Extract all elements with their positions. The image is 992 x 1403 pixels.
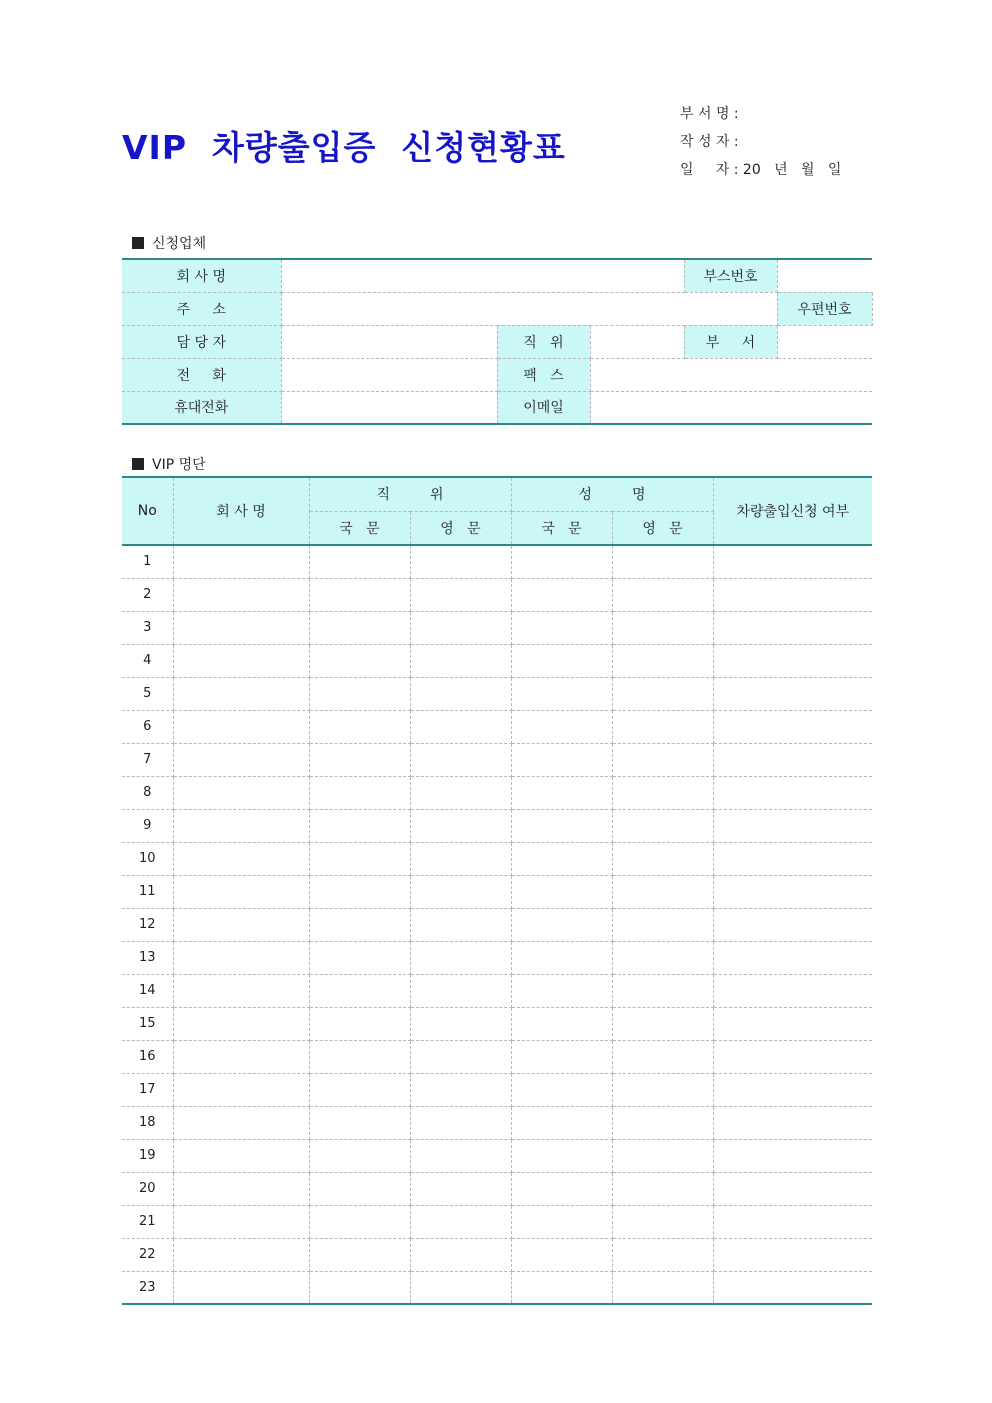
- company-cell[interactable]: [173, 1040, 309, 1073]
- table-row: [122, 776, 872, 809]
- position-english-cell[interactable]: [410, 941, 511, 974]
- name-english-cell[interactable]: [612, 1106, 713, 1139]
- company-cell[interactable]: [173, 974, 309, 1007]
- table-row: [122, 1007, 872, 1040]
- position-english-cell[interactable]: [410, 710, 511, 743]
- request-cell[interactable]: [713, 1007, 872, 1040]
- manager-input-cell[interactable]: [281, 325, 497, 358]
- row-number: 14: [122, 974, 173, 1007]
- position-english-cell[interactable]: [410, 743, 511, 776]
- name-korean-cell[interactable]: [511, 1139, 612, 1172]
- row-number: 13: [122, 941, 173, 974]
- company-cell[interactable]: [173, 1007, 309, 1040]
- request-cell[interactable]: [713, 578, 872, 611]
- position-korean-cell[interactable]: [309, 611, 410, 644]
- name-korean-cell[interactable]: [511, 842, 612, 875]
- table-row: [122, 908, 872, 941]
- name-english-cell[interactable]: [612, 1238, 713, 1271]
- name-english-cell[interactable]: [612, 842, 713, 875]
- company-cell[interactable]: [173, 1271, 309, 1304]
- name-korean-cell[interactable]: [511, 1271, 612, 1304]
- company-cell[interactable]: [173, 875, 309, 908]
- row-number: 19: [122, 1139, 173, 1172]
- address-input-cell[interactable]: [281, 292, 777, 325]
- position-korean-cell[interactable]: [309, 776, 410, 809]
- section-vip-label: VIP 명단: [152, 457, 206, 473]
- square-bullet-icon: [132, 237, 144, 249]
- name-korean-cell[interactable]: [511, 545, 612, 578]
- position-english-cell[interactable]: [410, 908, 511, 941]
- col-position-header: 직 위: [309, 477, 511, 511]
- row-number: 10: [122, 842, 173, 875]
- name-english-cell[interactable]: [612, 611, 713, 644]
- name-english-cell[interactable]: [612, 875, 713, 908]
- name-english-cell[interactable]: [612, 1040, 713, 1073]
- position-english-cell[interactable]: [410, 578, 511, 611]
- position-input-cell[interactable]: [590, 325, 684, 358]
- request-cell[interactable]: [713, 908, 872, 941]
- company-cell[interactable]: [173, 941, 309, 974]
- company-cell[interactable]: [173, 1073, 309, 1106]
- company-cell[interactable]: [173, 776, 309, 809]
- request-cell[interactable]: [713, 1106, 872, 1139]
- position-english-cell[interactable]: [410, 1238, 511, 1271]
- name-english-cell[interactable]: [612, 1139, 713, 1172]
- request-cell[interactable]: [713, 941, 872, 974]
- position-korean-cell[interactable]: [309, 1106, 410, 1139]
- name-korean-cell[interactable]: [511, 974, 612, 1007]
- name-english-cell[interactable]: [612, 545, 713, 578]
- name-korean-cell[interactable]: [511, 809, 612, 842]
- position-english-cell[interactable]: [410, 1172, 511, 1205]
- col-name-english-header: 영 문: [612, 511, 713, 545]
- position-korean-cell[interactable]: [309, 1007, 410, 1040]
- section-vip-heading: [132, 454, 206, 474]
- name-korean-cell[interactable]: [511, 578, 612, 611]
- col-name-header: 성 명: [511, 477, 713, 511]
- position-korean-cell[interactable]: [309, 908, 410, 941]
- position-english-cell[interactable]: [410, 1040, 511, 1073]
- table-row: [122, 1238, 872, 1271]
- table-row: [122, 941, 872, 974]
- table-row: [122, 1271, 872, 1304]
- request-cell[interactable]: [713, 743, 872, 776]
- request-cell[interactable]: [713, 644, 872, 677]
- vip-list-body: [122, 545, 872, 1304]
- name-korean-cell[interactable]: [511, 1172, 612, 1205]
- row-number: 4: [122, 644, 173, 677]
- name-korean-cell[interactable]: [511, 1205, 612, 1238]
- name-korean-cell[interactable]: [511, 941, 612, 974]
- request-cell[interactable]: [713, 1040, 872, 1073]
- request-cell[interactable]: [713, 545, 872, 578]
- label-postal: 우편번호: [777, 292, 872, 325]
- square-bullet-icon: [132, 458, 144, 470]
- label-address: 주 소: [122, 292, 281, 325]
- request-cell[interactable]: [713, 776, 872, 809]
- name-korean-cell[interactable]: [511, 743, 612, 776]
- position-english-cell[interactable]: [410, 809, 511, 842]
- table-row: [122, 743, 872, 776]
- position-english-cell[interactable]: [410, 1106, 511, 1139]
- table-row: [122, 578, 872, 611]
- name-korean-cell[interactable]: [511, 908, 612, 941]
- row-number: 17: [122, 1073, 173, 1106]
- name-english-cell[interactable]: [612, 1073, 713, 1106]
- table-row: [122, 545, 872, 578]
- position-english-cell[interactable]: [410, 974, 511, 1007]
- position-english-cell[interactable]: [410, 545, 511, 578]
- request-cell[interactable]: [713, 1205, 872, 1238]
- position-english-cell[interactable]: [410, 842, 511, 875]
- table-row: [122, 1106, 872, 1139]
- name-korean-cell[interactable]: [511, 611, 612, 644]
- position-english-cell[interactable]: [410, 1271, 511, 1304]
- applicant-table: [122, 258, 872, 425]
- section-applicant-label: 신청업체: [152, 236, 207, 252]
- table-row: [122, 1205, 872, 1238]
- name-english-cell[interactable]: [612, 941, 713, 974]
- name-english-cell[interactable]: [612, 1172, 713, 1205]
- name-korean-cell[interactable]: [511, 644, 612, 677]
- position-korean-cell[interactable]: [309, 1040, 410, 1073]
- position-korean-cell[interactable]: [309, 545, 410, 578]
- table-row: [122, 1073, 872, 1106]
- company-cell[interactable]: [173, 578, 309, 611]
- company-cell[interactable]: [173, 1106, 309, 1139]
- company-cell[interactable]: [173, 545, 309, 578]
- row-number: 5: [122, 677, 173, 710]
- position-english-cell[interactable]: [410, 1073, 511, 1106]
- vip-list-table: [122, 476, 872, 1305]
- position-korean-cell[interactable]: [309, 809, 410, 842]
- name-english-cell[interactable]: [612, 1007, 713, 1040]
- page-title: VIP 차량출입증 신청현황표: [122, 128, 566, 167]
- document-meta: [680, 100, 841, 184]
- name-english-cell[interactable]: [612, 677, 713, 710]
- position-korean-cell[interactable]: [309, 710, 410, 743]
- company-cell[interactable]: [173, 809, 309, 842]
- writer-field: 작 성 자 :: [680, 134, 739, 150]
- name-english-cell[interactable]: [612, 908, 713, 941]
- table-row: [122, 809, 872, 842]
- position-english-cell[interactable]: [410, 1007, 511, 1040]
- row-number: 11: [122, 875, 173, 908]
- table-row: [122, 644, 872, 677]
- name-korean-cell[interactable]: [511, 1073, 612, 1106]
- table-row: [122, 325, 872, 358]
- position-korean-cell[interactable]: [309, 1238, 410, 1271]
- position-english-cell[interactable]: [410, 611, 511, 644]
- label-position: 직 위: [497, 325, 590, 358]
- label-manager: 담 당 자: [122, 325, 281, 358]
- company-cell[interactable]: [173, 644, 309, 677]
- request-cell[interactable]: [713, 611, 872, 644]
- col-request-header: 차량출입신청 여부: [713, 477, 872, 545]
- position-korean-cell[interactable]: [309, 875, 410, 908]
- company-cell[interactable]: [173, 842, 309, 875]
- email-input-cell[interactable]: [590, 391, 872, 424]
- table-row: [122, 1172, 872, 1205]
- table-row: [122, 611, 872, 644]
- name-korean-cell[interactable]: [511, 776, 612, 809]
- request-cell[interactable]: [713, 1172, 872, 1205]
- company-cell[interactable]: [173, 743, 309, 776]
- position-english-cell[interactable]: [410, 644, 511, 677]
- col-company-header: 회 사 명: [173, 477, 309, 545]
- dept-field: 부 서 명 :: [680, 106, 739, 122]
- request-cell[interactable]: [713, 974, 872, 1007]
- label-booth: 부스번호: [684, 259, 777, 292]
- name-english-cell[interactable]: [612, 776, 713, 809]
- request-cell[interactable]: [713, 710, 872, 743]
- row-number: 18: [122, 1106, 173, 1139]
- col-no-header: No: [122, 477, 173, 545]
- position-korean-cell[interactable]: [309, 743, 410, 776]
- table-row: [122, 1139, 872, 1172]
- row-number: 16: [122, 1040, 173, 1073]
- row-number: 6: [122, 710, 173, 743]
- row-number: 2: [122, 578, 173, 611]
- col-name-korean-header: 국 문: [511, 511, 612, 545]
- table-row: [122, 1040, 872, 1073]
- position-english-cell[interactable]: [410, 875, 511, 908]
- position-english-cell[interactable]: [410, 776, 511, 809]
- name-english-cell[interactable]: [612, 644, 713, 677]
- name-english-cell[interactable]: [612, 710, 713, 743]
- company-cell[interactable]: [173, 710, 309, 743]
- label-phone: 전 화: [122, 358, 281, 391]
- name-korean-cell[interactable]: [511, 1040, 612, 1073]
- name-korean-cell[interactable]: [511, 1106, 612, 1139]
- row-number: 8: [122, 776, 173, 809]
- name-english-cell[interactable]: [612, 743, 713, 776]
- position-korean-cell[interactable]: [309, 1139, 410, 1172]
- booth-input-cell[interactable]: [777, 259, 872, 292]
- table-row: [122, 677, 872, 710]
- name-english-cell[interactable]: [612, 1205, 713, 1238]
- request-cell[interactable]: [713, 1238, 872, 1271]
- position-korean-cell[interactable]: [309, 677, 410, 710]
- name-english-cell[interactable]: [612, 578, 713, 611]
- row-number: 21: [122, 1205, 173, 1238]
- row-number: 12: [122, 908, 173, 941]
- label-department: 부 서: [684, 325, 777, 358]
- request-cell[interactable]: [713, 875, 872, 908]
- table-row: [122, 875, 872, 908]
- position-korean-cell[interactable]: [309, 578, 410, 611]
- position-english-cell[interactable]: [410, 1139, 511, 1172]
- table-row: [122, 391, 872, 424]
- name-english-cell[interactable]: [612, 809, 713, 842]
- row-number: 15: [122, 1007, 173, 1040]
- section-applicant-heading: [132, 233, 206, 253]
- name-english-cell[interactable]: [612, 1271, 713, 1304]
- name-korean-cell[interactable]: [511, 1238, 612, 1271]
- request-cell[interactable]: [713, 1271, 872, 1304]
- company-cell[interactable]: [173, 611, 309, 644]
- department-input-cell[interactable]: [777, 325, 872, 358]
- row-number: 9: [122, 809, 173, 842]
- table-header-row: [122, 477, 872, 511]
- row-number: 23: [122, 1271, 173, 1304]
- request-cell[interactable]: [713, 809, 872, 842]
- position-korean-cell[interactable]: [309, 644, 410, 677]
- row-number: 22: [122, 1238, 173, 1271]
- position-english-cell[interactable]: [410, 1205, 511, 1238]
- col-position-english-header: 영 문: [410, 511, 511, 545]
- position-korean-cell[interactable]: [309, 1205, 410, 1238]
- table-row: [122, 292, 872, 325]
- company-cell[interactable]: [173, 1205, 309, 1238]
- label-email: 이메일: [497, 391, 590, 424]
- company-cell[interactable]: [173, 677, 309, 710]
- table-row: [122, 842, 872, 875]
- request-cell[interactable]: [713, 677, 872, 710]
- company-cell[interactable]: [173, 1238, 309, 1271]
- request-cell[interactable]: [713, 842, 872, 875]
- position-korean-cell[interactable]: [309, 842, 410, 875]
- name-english-cell[interactable]: [612, 974, 713, 1007]
- row-number: 3: [122, 611, 173, 644]
- date-field: 일 자 : 20 년 월 일: [680, 162, 842, 178]
- fax-input-cell[interactable]: [590, 358, 872, 391]
- table-row: [122, 710, 872, 743]
- request-cell[interactable]: [713, 1139, 872, 1172]
- position-korean-cell[interactable]: [309, 1271, 410, 1304]
- request-cell[interactable]: [713, 1073, 872, 1106]
- table-row: [122, 358, 872, 391]
- row-number: 20: [122, 1172, 173, 1205]
- company-cell[interactable]: [173, 1172, 309, 1205]
- position-korean-cell[interactable]: [309, 1172, 410, 1205]
- col-position-korean-header: 국 문: [309, 511, 410, 545]
- label-company: 회 사 명: [122, 259, 281, 292]
- label-fax: 팩 스: [497, 358, 590, 391]
- name-korean-cell[interactable]: [511, 710, 612, 743]
- mobile-input-cell[interactable]: [281, 391, 497, 424]
- position-korean-cell[interactable]: [309, 1073, 410, 1106]
- position-korean-cell[interactable]: [309, 941, 410, 974]
- row-number: 7: [122, 743, 173, 776]
- company-input-cell[interactable]: [281, 259, 684, 292]
- name-korean-cell[interactable]: [511, 875, 612, 908]
- label-mobile: 휴대전화: [122, 391, 281, 424]
- name-korean-cell[interactable]: [511, 677, 612, 710]
- name-korean-cell[interactable]: [511, 1007, 612, 1040]
- position-korean-cell[interactable]: [309, 974, 410, 1007]
- position-english-cell[interactable]: [410, 677, 511, 710]
- company-cell[interactable]: [173, 1139, 309, 1172]
- phone-input-cell[interactable]: [281, 358, 497, 391]
- table-row: [122, 259, 872, 292]
- row-number: 1: [122, 545, 173, 578]
- table-row: [122, 974, 872, 1007]
- company-cell[interactable]: [173, 908, 309, 941]
